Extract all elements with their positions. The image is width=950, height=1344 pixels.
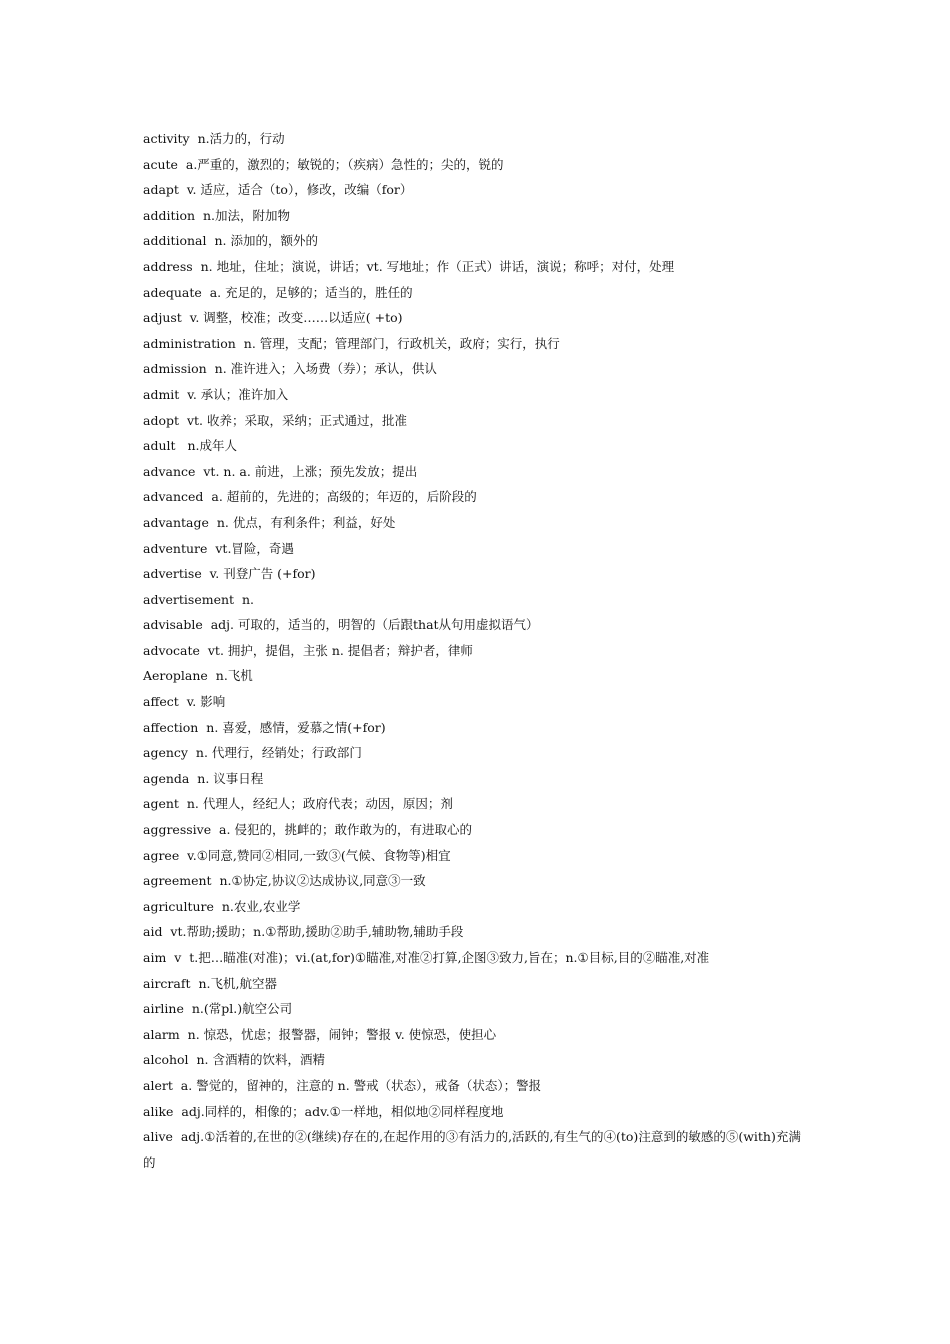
vocab-entry-affection: affection n. 喜爱，感情，爱慕之情(+for) <box>143 719 386 735</box>
vocab-entry-addition: addition n.加法，附加物 <box>143 207 291 223</box>
vocab-entry-alcohol: alcohol n. 含酒精的饮料，酒精 <box>143 1052 325 1068</box>
vocab-entry-alike: alike adj.同样的，相像的；adv.①一样地，相似地②同样程度地 <box>143 1103 504 1119</box>
vocab-entry-address: address n. 地址，住址；演说，讲话；vt. 写地址；作（正式）讲话，演说；称呼；对付，处理 <box>143 258 675 274</box>
vocab-entry-airline: airline n.(常pl.)航空公司 <box>143 1001 293 1017</box>
vocab-entry-acute: acute a.严重的，激烈的；敏锐的；（疾病）急性的；尖的，锐的 <box>143 156 504 172</box>
vocab-entry-aggressive: aggressive a. 侵犯的，挑衅的；敢作敢为的，有进取心的 <box>143 822 472 838</box>
vocab-entry-agree: agree v.①同意,赞同②相同,一致③(气候、食物等)相宜 <box>143 847 451 863</box>
vocab-entry-agent: agent n. 代理人，经纪人；政府代表；动因，原因；剂 <box>143 796 453 812</box>
vocab-entry-advocate: advocate vt. 拥护，提倡，主张 n. 提倡者；辩护者，律师 <box>143 642 473 658</box>
vocab-entry-advantage: advantage n. 优点，有利条件；利益，好处 <box>143 514 396 530</box>
vocab-entry-adventure: adventure vt.冒险，奇遇 <box>143 540 294 556</box>
vocab-entry-activity: activity n.活力的，行动 <box>143 131 285 146</box>
vocab-entry-adequate: adequate a. 充足的，足够的；适当的，胜任的 <box>143 284 413 300</box>
vocab-entry-alarm: alarm n. 惊恐，忧虑；报警器，闹钟；警报 v. 使惊恐，使担心 <box>143 1026 497 1042</box>
vocab-entry-alive: alive adj.①活着的,在世的②(继续)存在的,在起作用的③有活力的,活跃的,有生气的④(to)注意到的敏感的⑤(with)充满的 <box>143 1129 801 1170</box>
vocabulary-list <box>143 126 813 1175</box>
vocab-entry-advance: advance vt. n. a. 前进，上涨；预先发放；提出 <box>143 463 418 479</box>
vocab-entry-adjust: adjust v. 调整，校准；改变……以适应( +to) <box>143 310 403 326</box>
vocab-entry-advisable: advisable adj. 可取的，适当的，明智的（后跟that从句用虚拟语气） <box>143 617 539 633</box>
vocab-entry-agency: agency n. 代理行，经销处；行政部门 <box>143 745 362 761</box>
vocab-entry-aim: aim v t.把…瞄准(对准)；vi.(at,for)①瞄准,对准②打算,企图③致力,旨在；n.①目标,目的②瞄准,对准 <box>143 950 710 965</box>
vocab-entry-aircraft: aircraft n.飞机,航空器 <box>143 975 277 991</box>
vocab-entry-alert: alert a. 警觉的，留神的，注意的 n. 警戒（状态），戒备（状态）；警报 <box>143 1077 542 1093</box>
vocab-entry-adult: adult n.成年人 <box>143 438 237 454</box>
vocab-entry-advanced: advanced a. 超前的，先进的；高级的；年迈的，后阶段的 <box>143 489 477 505</box>
vocab-entry-additional: additional n. 添加的，额外的 <box>143 233 318 249</box>
vocab-entry-admission: admission n. 准许进入；入场费（券）；承认，供认 <box>143 361 437 377</box>
vocab-entry-agriculture: agriculture n.农业,农业学 <box>143 898 301 914</box>
vocab-entry-agreement: agreement n.①协定,协议②达成协议,同意③一致 <box>143 873 426 889</box>
vocab-entry-advertisement: advertisement n. <box>143 591 255 607</box>
vocab-entry-adopt: adopt vt. 收养；采取，采纳；正式通过，批准 <box>143 412 407 428</box>
vocab-entry-affect: affect v. 影响 <box>143 694 226 710</box>
vocab-entry-agenda: agenda n. 议事日程 <box>143 770 264 786</box>
vocab-entry-aeroplane: Aeroplane n.飞机 <box>143 668 253 684</box>
vocab-entry-adapt: adapt v. 适应，适合（to），修改，改编（for） <box>143 182 413 198</box>
vocab-entry-advertise: advertise v. 刊登广告 (+for) <box>143 566 316 582</box>
vocab-entry-admit: admit v. 承认；准许加入 <box>143 386 289 402</box>
vocab-entry-administration: administration n. 管理，支配；管理部门，行政机关，政府；实行，执行 <box>143 335 560 351</box>
vocab-entry-aid: aid vt.帮助;援助；n.①帮助,援助②助手,辅助物,辅助手段 <box>143 924 464 940</box>
